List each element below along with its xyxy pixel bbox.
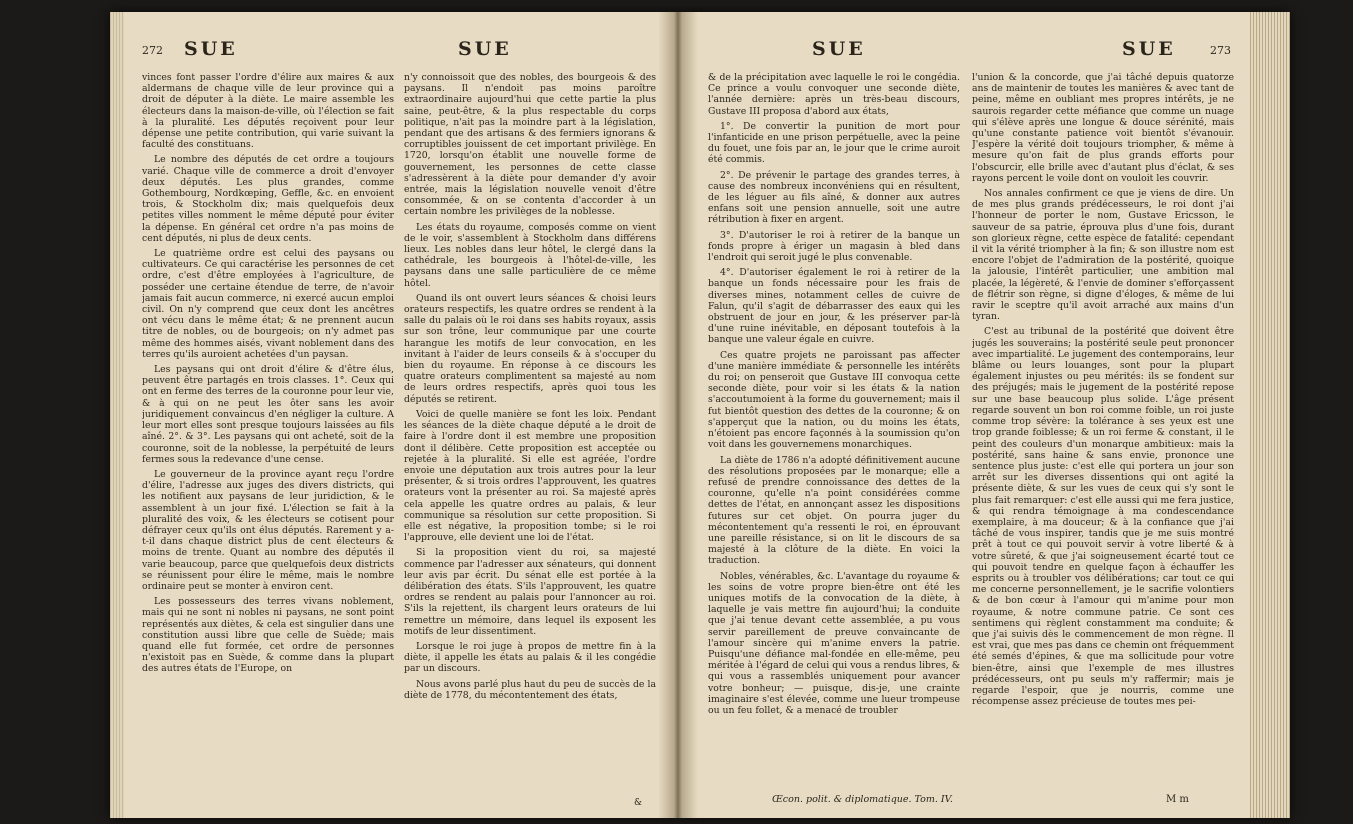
paragraph: Les paysans qui ont droit d'élire & d'être élus, peuvent être partagés en trois classes. 1°. Ceux qui ont en ferme des terres de la couronne pour leur vie, & à qui on ne peut les ôter sans les avoir juridiquement convaincus d'en négliger la culture. A leur mort elles sont presque toujours laissées au fils aîné. 2°. & 3°. Les paysans qui ont acheté, soit de la couronne, soit de la noblesse, la perpétuité de leurs fermes sous la redevance d'une cense. — [142, 364, 394, 465]
paragraph: La diète de 1786 n'a adopté définitivement aucune des résolutions proposées par le monarque; elle a refusé de prendre connoissance des dettes de la couronne, qu'elle n'a point considérées comme dettes de l'état, en annonçant assez les dispositions futures sur cet objet. On pourra juger du mécontentement qu'a ressenti le roi, en éprouvant une pareille résistance, si on lit le discours de sa majesté à la clôture de la diète. En voici la traduction. — [708, 454, 960, 567]
left-page-header — [128, 38, 656, 64]
paragraph: Quand ils ont ouvert leurs séances & choisi leurs orateurs respectifs, les quatre ordres se rendent à la salle du palais où le roi dans ses habits royaux, assis sur son trône, leur communique par une courte harangue les motifs de leur convocation, en les invitant à l'aider de leurs conseils & à s'occuper du bien du royaume. En réponse à ce discours les quatre orateurs complimentent sa majesté au nom de leurs ordres respectifs, après quoi tous les députés se retirent. — [404, 292, 656, 405]
page-number: 272 — [142, 44, 163, 57]
text-column-1 — [142, 72, 394, 808]
signature-mark: M m — [1166, 794, 1189, 805]
paragraph: Le gouverneur de la province ayant reçu l'ordre d'élire, l'adresse aux juges des divers districts, qui les notifient aux paysans de leur juridiction, & le assemblent à un jour fixé. L'élection se fait à la pluralité des voix, & les électeurs se cotisent pour défrayer ceux qu'ils ont élus députés. Rarement y a-t-il dans chaque district plus de cent électeurs & moins de trente. Quant au nombre des députés il varie beaucoup, parce que quelquefois deux districts se réunissent pour élire le même, mais le nombre ordinaire peut se monter à environ cent. — [142, 468, 394, 592]
paragraph: Nobles, vénérables, &c. L'avantage du royaume & les soins de votre propre bien-être ont été les uniques motifs de la convocation de la diète, à laquelle je vais mettre fin aujourd'hui; la conduite que j'ai tenue devant cette assemblée, a pu vous servir pareillement de preuve convaincante de l'amour sincère qui m'anime envers la patrie. Puisqu'une défiance mal-fondée en elle-même, peu méritée à l'égard de celui qui vous a rendus libres, & qui vous a rassemblés uniquement pour avancer votre bonheur; — puisque, dis-je, une crainte imaginaire s'est élevée, comme une lueur trompeuse ou un feu follet, & a menacé de troubler — [708, 570, 960, 716]
running-head: SUE — [1122, 38, 1176, 60]
paragraph: & de la précipitation avec laquelle le roi le congédia. Ce prince a voulu convoquer une seconde diète, l'année dernière: après un très-beau discours, Gustave III proposa d'abord aux états, — [708, 72, 960, 117]
running-head: SUE — [812, 38, 866, 60]
paragraph: 3°. D'autoriser le roi à retirer de la banque un fonds propre à ériger un magasin à bled dans l'endroit qui seroit jugé le plus convenable. — [708, 229, 960, 264]
open-book — [110, 12, 1290, 818]
running-head: SUE — [184, 38, 238, 60]
paragraph: vinces font passer l'ordre d'élire aux maires & aux aldermans de chaque ville de leur province qui a droit de députer à la diète. Le maire assemble les électeurs dans la maison-de-ville, où l'élection se fait à la pluralité. Les députés reçoivent pour leur dépense une petite contribution, qui varie suivant la faculté des constituans. — [142, 72, 394, 151]
left-page — [128, 12, 656, 818]
paragraph: Ces quatre projets ne paroissant pas affecter d'une manière immédiate & personnelle les intérêts du roi; on penseroit que Gustave III convoqua cette seconde diète, pour voir si les états & la nation s'accoutumoient à la forme du gouvernement; mais il fut bientôt question des dettes de la couronne; & on s'apperçut que la nation, ou du moins les états, n'étoient pas encore façonnés à la soumission qu'on voit dans les gouvernemens monarchiques. — [708, 349, 960, 451]
paragraph: 2°. De prévenir le partage des grandes terres, à cause des nombreux inconvéniens qui en résultent, de les léguer au fils aîné, & donner aux autres enfans soit une pension annuelle, soit une autre rétribution à fixer en argent. — [708, 169, 960, 226]
paragraph: Voici de quelle manière se font les loix. Pendant les séances de la diète chaque député a le droit de faire à l'ordre dont il est membre une proposition dont il délibère. Cette proposition est acceptée ou rejetée à la pluralité. Si elle est agréée, l'ordre envoie une députation aux trois autres pour la leur présenter, & si trois ordres l'approuvent, les quatres orateurs vont la présenter au roi. Sa majesté après cela appelle les quatre ordres au palais, & leur communique sa résolution sur cette proposition. Si elle est négative, la proposition tombe; si le roi l'approuve, elle devient une loi de l'état. — [404, 408, 656, 544]
text-column-2 — [972, 72, 1234, 808]
paragraph: Les possesseurs des terres vivans noblement, mais qui ne sont ni nobles ni paysans, ne sont point représentés aux diètes, & cela est singulier dans une constitution aussi libre que celle de Suède; mais quand elle fut formée, cet ordre de personnes n'existoit pas en Suède, & comme dans la plupart des autres états de l'Europe, on — [142, 596, 394, 675]
footer-signature: Œcon. polit. & diplomatique. Tom. IV. — [772, 794, 953, 805]
paragraph: l'union & la concorde, que j'ai tâché depuis quatorze ans de maintenir de toutes les manières & avec tant de peine, même en oubliant mes propres intérêts, je ne saurois regarder cette méfiance que comme un nuage qui s'élève après une longue & douce sérénité, mais qu'une constante patience voit bientôt s'évanouir. J'espère la vérité doit toujours triompher, & même à mesure qu'on fait de plus grands efforts pour l'obscurcir, elle brille avec d'autant plus d'éclat, & ses rayons percent le voile dont on vouloit les couvrir. — [972, 72, 1234, 184]
paragraph: 4°. D'autoriser également le roi à retirer de la banque un fonds nécessaire pour les frais de diverses mines, notamment celles de cuivre de Falun, qu'il s'agit de débarrasser des eaux qui les obstruent de jour en jour, & les préserver par-là d'une ruine inévitable, en déposant toutefois à la banque une valeur égale en cuivre. — [708, 267, 960, 346]
paragraph: n'y connoissoit que des nobles, des bourgeois & des paysans. Il n'endoit pas moins paroître extraordinaire aujourd'hui que cette partie la plus saine, peut-être, & la plus respectable du corps politique, n'ait pas la moindre part à la législation, pendant que des artisans & des fermiers ignorans & corruptibles jouissent de cet important privilège. En 1720, lorsqu'on établit une nouvelle forme de gouvernement, les personnes de cette classe s'adressèrent à la diète pour demander d'y avoir entrée, mais la législation nouvelle venoit d'être consommée, & on se contenta d'accorder à un certain nombre les privilèges de la noblesse. — [404, 72, 656, 218]
paragraph: Nous avons parlé plus haut du peu de succès de la diète de 1778, du mécontentement des états, — [404, 678, 656, 701]
book-gutter — [658, 12, 698, 818]
paragraph: Le quatrième ordre est celui des paysans ou cultivateurs. Ce qui caractérise les personnes de cet ordre, c'est d'être employées à l'agriculture, de posséder une certaine étendue de terre, de n'avoir jamais fait aucun commerce, ni exercé aucun emploi civil. On n'y comprend que ceux dont les ancêtres ont vécu dans le même état; & ne prennent aucun titre de nobles, ou de bourgeois; on n'y admet pas même des hommes aisés, vivant noblement dans des terres qu'ils auroient achetées d'un paysan. — [142, 248, 394, 360]
paragraph: Les états du royaume, composés comme on vient de le voir, s'assemblent à Stockholm dans différens lieux. Les nobles dans leur hôtel, le clergé dans la cathédrale, les bourgeois à l'hôtel-de-ville, les paysans dans une salle particulière de ce même hôtel. — [404, 221, 656, 289]
paragraph: Lorsque le roi juge à propos de mettre fin à la diète, il appelle les états au palais & il les congédie par un discours. — [404, 640, 656, 675]
text-column-2 — [404, 72, 656, 808]
page-edges-left — [110, 12, 124, 818]
paragraph: 1°. De convertir la punition de mort pour l'infanticide en une prison perpétuelle, avec la peine du fouet, une fois par an, le jour que le crime auroit été commis. — [708, 120, 960, 166]
paragraph: Le nombre des députés de cet ordre a toujours varié. Chaque ville de commerce a droit d'envoyer deux députés. Les plus grandes, comme Gothembourg, Nordkœping, Geffle, &c. en envoient trois, & Stockholm dix; mais quelquefois deux petites villes nomment le même député pour éviter la dépense. En général cet ordre n'a pas moins de cent députés, ni plus de deux cents. — [142, 154, 394, 244]
right-page — [702, 12, 1242, 818]
running-head: SUE — [458, 38, 512, 60]
paragraph: Nos annales confirment ce que je viens de dire. Un de mes plus grands prédécesseurs, le roi dont j'ai l'honneur de porter le nom, Gustave Ericsson, le sauveur de sa patrie, éprouva plus d'une fois, durant son glorieux règne, cette espèce de fatalité: cependant il vit la vérité triompher à la fin; & son illustre nom est encore l'objet de l'admiration de la postérité, quoique la jalousie, l'intérêt particulier, une ambition mal placée, la légèreté, & l'envie de dominer s'efforçassent de flétrir son règne, si digne d'éloges, & même de lui ravir le sceptre qu'il avoit arraché aux mains d'un tyran. — [972, 188, 1234, 323]
paragraph: C'est au tribunal de la postérité que doivent être jugés les souverains; la postérité seule peut prononcer avec impartialité. Le jugement des contemporains, leur blâme ou leurs louanges, sont pour la plupart également injustes ou peu mérités: ils se fondent sur des préjugés; mais le jugement de la postérité repose sur une base beaucoup plus solide. L'âge présent regarde souvent un bon roi comme foible, un roi juste comme trop sévère: la tolérance à ses yeux est une trop grande foiblesse; & un roi ferme & constant, il le peint des couleurs d'un monarque ambitieux: mais la postérité, sans haine & sans envie, prononce une sentence plus juste: c'est elle qui portera un jour son arrêt sur les diverses dissentions qui ont agité la présente diète, & sur les vues de ceux qui s'y sont le plus fait remarquer: c'est elle aussi qui me fera justice, & qui rendra témoignage à ma condescendance exemplaire, à ma douceur; & à la confiance que j'ai tâché de vous inspirer, tandis que je me suis montré prêt à tout ce qui pouvoit servir à votre liberté & à votre sûreté, & que j'ai soigneusement écarté tout ce qui pouvoit tendre en quelque façon à échauffer les esprits ou à troubler vos délibérations; car tout ce qui me concerne personnellement, je le sacrifie volontiers & de bon cœur à l'amour qui m'anime pour mon royaume, & notre commune patrie. Ce sont ces sentimens qui règlent constamment ma conduite; & que j'ai suivis dès le commencement de mon règne. Il est vrai, que mes pas dans ce chemin ont fréquemment été semés d'épines, & que ma sollicitude pour votre bien-être, ainsi que l'exemple de mes illustres prédécesseurs, ont pu seuls m'y raffermir; mais je regarde l'espoir, que je nourris, comme une récompense assez précieuse de toutes mes pei- — [972, 326, 1234, 708]
right-page-header — [702, 38, 1242, 64]
paragraph: Si la proposition vient du roi, sa majesté commence par l'adresser aux sénateurs, qui donnent leur avis par écrit. Du sénat elle est portée à la délibération des états. S'ils l'approuvent, les quatre ordres se rendent au palais pour l'annoncer au roi. S'ils la rejettent, ils chargent leurs orateurs de lui remettre un mémoire, dans lequel ils exposent les motifs de leur dissentiment. — [404, 547, 656, 637]
page-number: 273 — [1210, 44, 1231, 57]
page-edges-right — [1250, 12, 1290, 818]
catchword: & — [634, 798, 643, 808]
text-column-1 — [708, 72, 960, 808]
